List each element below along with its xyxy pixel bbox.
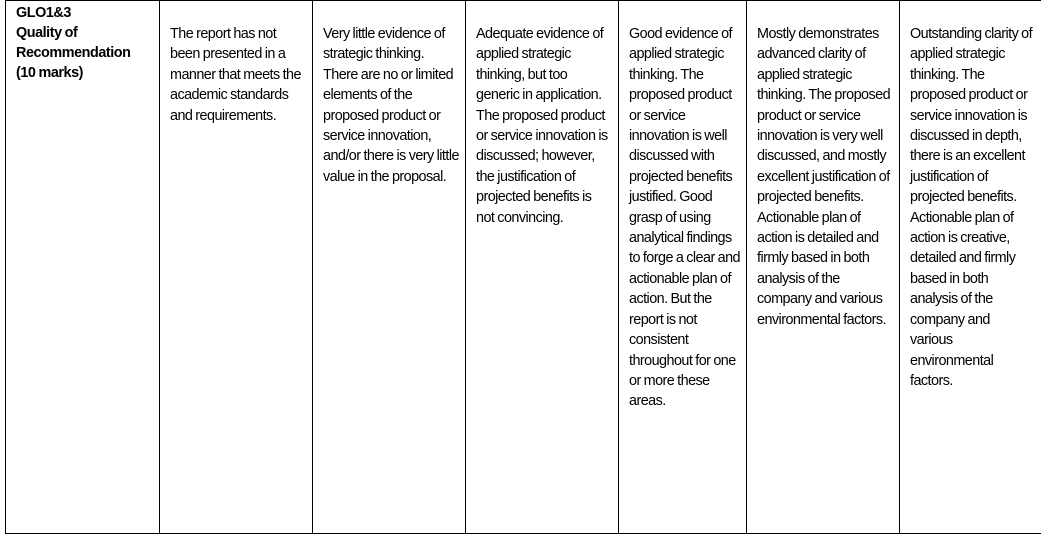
level-1-cell [160,1,313,534]
level-4-description: Good evidence of applied strategic thinking. The proposed product or service innovation is well discussed with projected benefits justified. Good grasp of using analytical findings to forge a clear and actionable plan of action. But the report is not consistent throughout for one or more these areas. [629,26,741,410]
level-5-description: Mostly demonstrates advanced clarity of applied strategic thinking. The proposed product or service innovation is very well discussed, and mostly excellent justification of projected benefits. Actionable plan of action is detailed and firmly based in both analysis of the company and various environmental factors. [757,26,891,328]
rubric-table [5,0,1041,534]
level-4-cell [619,1,747,534]
level-3-description: Adequate evidence of applied strategic thinking, but too generic in application. The proposed product or service innovation is discussed; however, the justification of projected benefits is not convincing. [476,26,608,226]
level-3-cell [466,1,619,534]
level-1-description: The report has not been presented in a manner that meets the academic standards and requirements. [170,26,301,124]
rubric-row-quality-of-recommendation [6,1,1041,534]
level-2-description: Very little evidence of strategic thinking. There are no or limited elements of the proposed product or service innovation, and/or there is very little value in the proposal. [323,26,459,185]
criterion-title-line1: Quality of [16,25,78,41]
criterion-cell [6,1,160,534]
level-6-cell [900,1,1041,534]
criterion-code: GLO1&3 [16,5,71,21]
criterion-marks: (10 marks) [16,65,83,81]
level-6-description: Outstanding clarity of applied strategic thinking. The proposed product or service innovation is discussed in depth, there is an excellent justification of projected benefits. Actionable plan of action is creative, detailed and firmly based in both analysis of the company and various environmental factors. [910,26,1033,389]
criterion-title-line2: Recommendation [16,45,131,61]
level-2-cell [313,1,466,534]
level-5-cell [747,1,900,534]
